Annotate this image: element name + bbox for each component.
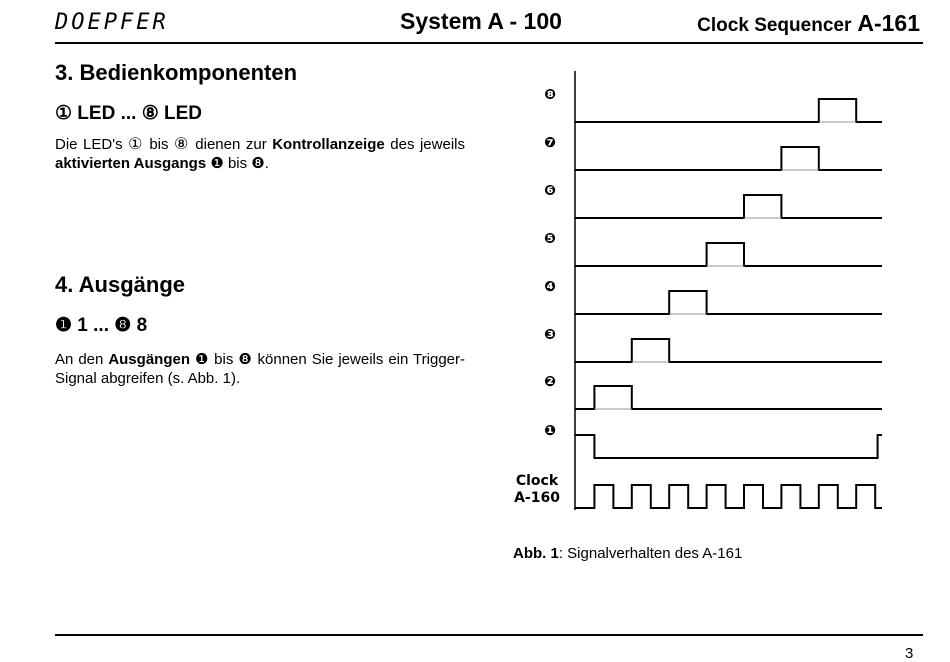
section-4-subtitle: ❶ 1 ... ❽ 8 bbox=[55, 315, 148, 336]
bold-text: Ausgängen bbox=[108, 351, 190, 368]
text-run: bis bbox=[143, 136, 175, 153]
output-5-label: ❻ bbox=[544, 183, 556, 199]
text-run: An den bbox=[55, 351, 109, 368]
output-4-label: ❺ bbox=[544, 231, 556, 247]
output-3-trace bbox=[575, 291, 882, 314]
brand-logo: DOEPFER bbox=[55, 10, 169, 35]
text-run: ❶ bis ❽ können Sie jeweils ein Trigger-Signal abgreifen (s. Abb. 1). bbox=[55, 351, 465, 387]
section-3-subtitle: ① LED ... ⑧ LED bbox=[55, 103, 203, 124]
page-number: 3 bbox=[905, 645, 914, 662]
section-3-title: 3. Bedienkomponenten bbox=[55, 60, 298, 85]
text-run: des jeweils bbox=[384, 136, 465, 153]
footer-rule bbox=[55, 634, 923, 636]
caption-text: : Signalverhalten des A-161 bbox=[558, 545, 743, 562]
bold-text: Kontrollanzeige bbox=[272, 136, 385, 153]
text-run: Die LED's bbox=[55, 136, 129, 153]
output-6-label: ❼ bbox=[544, 135, 556, 151]
output-7-label: ❽ bbox=[544, 87, 556, 103]
clock-label-line1: Clock bbox=[515, 473, 559, 489]
signal-traces bbox=[544, 87, 882, 508]
output-1-label: ❷ bbox=[544, 374, 556, 390]
output-7-trace bbox=[575, 99, 882, 122]
section-3 bbox=[55, 60, 465, 173]
output-1-trace bbox=[575, 386, 882, 409]
output-4-trace bbox=[575, 243, 882, 266]
clock-label-line2: A-160 bbox=[514, 490, 560, 506]
output-2-trace bbox=[575, 339, 882, 362]
output-1-label: ❶ bbox=[544, 423, 556, 439]
system-title: System A - 100 bbox=[400, 8, 562, 34]
product-name: Clock Sequencer bbox=[697, 15, 852, 36]
bold-text: aktivierten Ausgangs bbox=[55, 155, 207, 172]
figure-caption bbox=[513, 545, 742, 562]
timing-diagram bbox=[510, 68, 890, 518]
product-title bbox=[697, 10, 920, 37]
section-4-title: 4. Ausgänge bbox=[55, 272, 185, 297]
clock-trace bbox=[575, 485, 882, 508]
product-number: A-161 bbox=[857, 10, 920, 36]
text-run: ❶ bis ❽. bbox=[206, 155, 269, 172]
output-6-trace bbox=[575, 147, 882, 170]
caption-label: Abb. 1 bbox=[513, 545, 559, 562]
section-4 bbox=[55, 272, 465, 388]
text-run: dienen zur bbox=[189, 136, 273, 153]
page-header bbox=[55, 6, 920, 44]
output-1-trace bbox=[575, 435, 882, 458]
led-1-symbol: ① bbox=[128, 136, 144, 153]
section-3-paragraph bbox=[55, 135, 465, 173]
led-8-symbol: ⑧ bbox=[174, 136, 190, 153]
output-5-trace bbox=[575, 195, 882, 218]
output-3-label: ❹ bbox=[544, 279, 556, 295]
output-2-label: ❸ bbox=[544, 327, 556, 343]
section-4-paragraph bbox=[55, 350, 465, 388]
header-rule bbox=[55, 42, 923, 44]
